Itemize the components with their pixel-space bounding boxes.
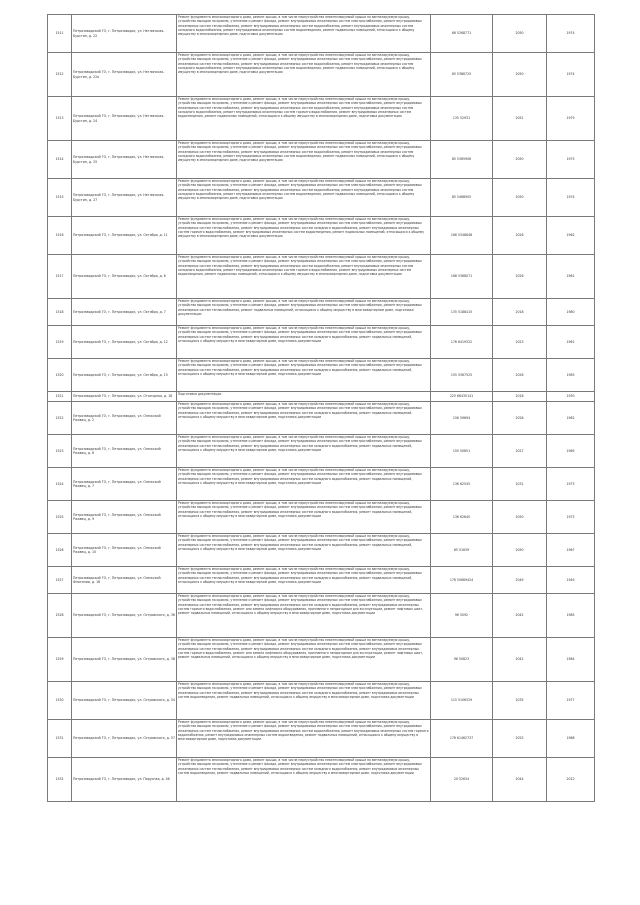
row-number: 1522 [48, 402, 72, 435]
table-row [48, 501, 595, 534]
cost-cell: 85 5365906 [431, 141, 493, 179]
built-year-cell: 1962 [547, 217, 595, 255]
table-row [48, 720, 595, 758]
address-cell: Петрозаводский ГО, г. Петрозаводск, ул. Онежский Ржавец, д. 9 [72, 501, 177, 534]
address-cell: Петрозаводский ГО, г. Петрозаводск, ул. Неглинская-Бурстин, д. 27 [72, 179, 177, 217]
built-year-cell: 1979 [547, 97, 595, 141]
built-year-cell: 1974 [547, 53, 595, 97]
works-cell: Подготовка документации [177, 392, 431, 402]
table-row [48, 141, 595, 179]
works-cell: Ремонт фундамента многоквартирного дома, ремонт крыши, в том числе переустройство невентилируемой крыши на вентилируемую крышу, устройство выходов на кровлю, утепление и ремонт фасада, ремонт внутридомовых инженерных систем электроснабжения, ремонт внутридомовых инженерных систем теплоснабжения, ремонт внутридомовых инженерных систем холодного водоснабжения, ремонт внутридомовых инженерных систем горячего водоснабжения, ремонт или замена лифтового оборудования, признанного непригодным для эксплуатации, ремонт лифтовых шахт, ремонт подвальных помещений, относящихся к общему имуществу в многоквартирном доме, подготовка документации [177, 638, 431, 682]
built-year-cell: 1975 [547, 141, 595, 179]
works-cell: Ремонт фундамента многоквартирного дома, ремонт крыши, в том числе переустройство невентилируемой крыши на вентилируемую крышу, устройство выходов на кровлю, утепление и ремонт фасада, ремонт внутридомовых инженерных систем электроснабжения, ремонт внутридомовых инженерных систем теплоснабжения, ремонт внутридомовых инженерных систем водоснабжения, ремонт внутридомовых инженерных систем горячего водоснабжения, ремонт внутридомовых инженерных систем водоотведения, ремонт подвальных помещений, относящихся к общему имуществу в многоквартирном доме, подготовка документации [177, 720, 431, 758]
works-cell: Ремонт фундамента многоквартирного дома, ремонт крыши, в том числе переустройство невентилируемой крыши на вентилируемую крышу, устройство выходов на кровлю, утепление и ремонт фасада, ремонт внутридомовых инженерных систем электроснабжения, ремонт внутридомовых инженерных систем теплоснабжения, ремонт внутридомовых инженерных систем холодного водоснабжения, ремонт подвальных помещений, относящихся к общему имуществу в многоквартирном доме, подготовка документации [177, 468, 431, 501]
planned-year-cell: 2016 [493, 392, 547, 402]
works-cell: Ремонт фундамента многоквартирного дома, ремонт крыши, в том числе переустройство невентилируемой крыши на вентилируемую крышу, устройство выходов на кровлю, утепление и ремонт фасада, ремонт внутридомовых инженерных систем электроснабжения, ремонт внутридомовых инженерных систем теплоснабжения, ремонт внутридомовых инженерных систем холодного водоснабжения, ремонт внутридомовых инженерных систем горячего водоснабжения, ремонт внутридомовых инженерных систем водоотведения, ремонт подвальных помещений, относящихся к общему имуществу в многоквартирном доме, подготовка документации [177, 217, 431, 255]
works-cell: Ремонт фундамента многоквартирного дома, ремонт крыши, в том числе переустройство невентилируемой крыши на вентилируемую крышу, устройство выходов на кровлю, утепление и ремонт фасада, ремонт внутридомовых инженерных систем электроснабжения, ремонт внутридомовых инженерных систем теплоснабжения, ремонт внутридомовых инженерных систем водоснабжения, ремонт внутридомовых инженерных систем холодного водоснабжения, ремонт внутридомовых инженерных систем горячего водоснабжения, ремонт внутридомовых инженерных систем водоотведения, ремонт подвальных помещений, относящихся к общему имуществу в многоквартирном доме, подготовка документации [177, 255, 431, 299]
built-year-cell: 1984 [547, 638, 595, 682]
built-year-cell: 1980 [547, 299, 595, 326]
works-cell: Ремонт фундамента многоквартирного дома, ремонт крыши, в том числе переустройство невентилируемой крыши на вентилируемую крышу, устройство выходов на кровлю, утепление и ремонт фасада, ремонт внутридомовых инженерных систем электроснабжения, ремонт внутридомовых инженерных систем теплоснабжения, ремонт внутридомовых инженерных систем водоснабжения, ремонт внутридомовых инженерных систем холодного водоснабжения, ремонт внутридомовых инженерных систем водоотведения, ремонт подвальных помещений, относящихся к общему имуществу в многоквартирном доме, подготовка документации [177, 179, 431, 217]
table-row [48, 682, 595, 720]
table-row [48, 15, 595, 53]
planned-year-cell: 2051 [493, 97, 547, 141]
cost-cell: 176 61462737 [431, 720, 493, 758]
address-cell: Петрозаводский ГО, г. Петрозаводск, ул. Неглинская-Бурстин, д. 25 [72, 141, 177, 179]
works-cell: Ремонт фундамента многоквартирного дома, ремонт крыши, в том числе переустройство невентилируемой крыши на вентилируемую крышу, устройство выходов на кровлю, утепление и ремонт фасада, ремонт внутридомовых инженерных систем электроснабжения, ремонт внутридомовых инженерных систем теплоснабжения, ремонт внутридомовых инженерных систем водоснабжения, ремонт внутридомовых инженерных систем холодного водоснабжения, ремонт внутридомовых инженерных систем водоотведения, ремонт подвальных помещений, относящихся к общему имуществу в многоквартирном доме, подготовка документации [177, 53, 431, 97]
row-number: 1513 [48, 97, 72, 141]
built-year-cell: 1949 [547, 567, 595, 594]
row-number: 1520 [48, 359, 72, 392]
address-cell: Петрозаводский ГО, г. Петрозаводск, ул. Октября, д. 6 [72, 255, 177, 299]
cost-cell: 96 5092 [431, 594, 493, 638]
row-number: 1524 [48, 468, 72, 501]
works-cell: Ремонт фундамента многоквартирного дома, ремонт крыши, в том числе переустройство невентилируемой крыши на вентилируемую крышу, устройство выходов на кровлю, утепление и ремонт фасада, ремонт внутридомовых инженерных систем электроснабжения, ремонт внутридомовых инженерных систем теплоснабжения, ремонт внутридомовых инженерных систем холодного водоснабжения, ремонт подвальных помещений, относящихся к общему имуществу в многоквартирном доме, подготовка документации [177, 359, 431, 392]
table-row [48, 534, 595, 567]
built-year-cell: 2012 [547, 758, 595, 802]
address-cell: Петрозаводский ГО, г. Петрозаводск, ул. Островского, д. 36 [72, 594, 177, 638]
table-row [48, 392, 595, 402]
row-number: 1527 [48, 567, 72, 594]
cost-cell: 166 5348648 [431, 217, 493, 255]
planned-year-cell: 2049 [493, 567, 547, 594]
row-number: 1529 [48, 638, 72, 682]
works-cell: Ремонт фундамента многоквартирного дома, ремонт крыши, в том числе переустройство невентилируемой крыши на вентилируемую крышу, устройство выходов на кровлю, утепление и ремонт фасада, ремонт внутридомовых инженерных систем электроснабжения, ремонт внутридомовых инженерных систем теплоснабжения, ремонт внутридомовых инженерных систем холодного водоснабжения, ремонт подвальных помещений, относящихся к общему имуществу в многоквартирном доме, подготовка документации [177, 402, 431, 435]
row-number: 1517 [48, 255, 72, 299]
cost-cell: 155 5367525 [431, 359, 493, 392]
built-year-cell: 1930 [547, 392, 595, 402]
works-cell: Ремонт фундамента многоквартирного дома, ремонт крыши, в том числе переустройство невентилируемой крыши на вентилируемую крышу, устройство выходов на кровлю, утепление и ремонт фасада, ремонт внутридомовых инженерных систем электроснабжения, ремонт внутридомовых инженерных систем теплоснабжения, ремонт внутридомовых инженерных систем холодного водоснабжения, ремонт подвальных помещений, относящихся к общему имуществу в многоквартирном доме, подготовка документации [177, 326, 431, 359]
address-cell: Петрозаводский ГО, г. Петрозаводск, ул. Островского, д. 54 [72, 682, 177, 720]
cost-cell: 136 62640 [431, 501, 493, 534]
row-number: 1519 [48, 326, 72, 359]
cost-cell: 225 66435141 [431, 392, 493, 402]
works-cell: Ремонт фундамента многоквартирного дома, ремонт крыши, в том числе переустройство невентилируемой крыши на вентилируемую крышу, устройство выходов на кровлю, утепление и ремонт фасада, ремонт внутридомовых инженерных систем электроснабжения, ремонт внутридомовых инженерных систем теплоснабжения, ремонт внутридомовых инженерных систем водоснабжения, ремонт внутридомовых инженерных систем холодного водоснабжения, ремонт внутридомовых инженерных систем горячего водоснабжения, ремонт внутридомовых инженерных систем водоотведения, ремонт подвальных помещений, относящихся к общему имуществу в многоквартирном доме, подготовка документации [177, 97, 431, 141]
built-year-cell: 1962 [547, 402, 595, 435]
table-body [48, 15, 595, 802]
address-cell: Петрозаводский ГО, г. Петрозаводск, ул. Онежский Ржавец, д. 2 [72, 402, 177, 435]
cost-cell: 85 51639 [431, 534, 493, 567]
works-cell: Ремонт фундамента многоквартирного дома, ремонт крыши, в том числе переустройство невентилируемой крыши на вентилируемую крышу, устройство выходов на кровлю, утепление и ремонт фасада, ремонт внутридомовых инженерных систем электроснабжения, ремонт внутридомовых инженерных систем теплоснабжения, ремонт внутридомовых инженерных систем холодного водоснабжения, ремонт подвальных помещений, относящихся к общему имуществу в многоквартирном доме, подготовка документации [177, 534, 431, 567]
cost-cell: 65 5386725 [431, 53, 493, 97]
table-row [48, 179, 595, 217]
address-cell: Петрозаводский ГО, г. Петрозаводск, ул. Онежский Ржавец, д. 7 [72, 468, 177, 501]
cost-cell: 66 5268771 [431, 15, 493, 53]
planned-year-cell: 2018 [493, 299, 547, 326]
address-cell: Петрозаводский ГО, г. Петрозаводск, ул. Октября, д. 11 [72, 217, 177, 255]
planned-year-cell: 2050 [493, 15, 547, 53]
cost-cell: 135 5188415 [431, 299, 493, 326]
built-year-cell: 1967 [547, 534, 595, 567]
planned-year-cell: 2026 [493, 402, 547, 435]
planned-year-cell: 2042 [493, 594, 547, 638]
cost-cell: 156 59694 [431, 402, 493, 435]
built-year-cell: 1977 [547, 682, 595, 720]
works-cell: Ремонт фундамента многоквартирного дома, ремонт крыши, в том числе переустройство невентилируемой крыши на вентилируемую крышу, устройство выходов на кровлю, утепление и ремонт фасада, ремонт внутридомовых инженерных систем электроснабжения, ремонт внутридомовых инженерных систем теплоснабжения, ремонт подвальных помещений, относящихся к общему имуществу в многоквартирном доме, подготовка документации [177, 299, 431, 326]
built-year-cell: 1965 [547, 435, 595, 468]
planned-year-cell: 2035 [493, 682, 547, 720]
planned-year-cell: 2023 [493, 326, 547, 359]
planned-year-cell: 2050 [493, 53, 547, 97]
works-cell: Ремонт фундамента многоквартирного дома, ремонт крыши, в том числе переустройство невентилируемой крыши на вентилируемую крышу, устройство выходов на кровлю, утепление и ремонт фасада, ремонт внутридомовых инженерных систем электроснабжения, ремонт внутридомовых инженерных систем теплоснабжения, ремонт внутридомовых инженерных систем водоснабжения, ремонт внутридомовых инженерных систем холодного водоснабжения, ремонт внутридомовых инженерных систем водоотведения, ремонт подвальных помещений, относящихся к общему имуществу в многоквартирном доме, подготовка документации [177, 15, 431, 53]
built-year-cell: 1968 [547, 720, 595, 758]
planned-year-cell: 2050 [493, 534, 547, 567]
planned-year-cell: 2026 [493, 255, 547, 299]
cost-cell: 96 50823 [431, 638, 493, 682]
planned-year-cell: 2025 [493, 720, 547, 758]
table-row [48, 567, 595, 594]
address-cell: Петрозаводский ГО, г. Петрозаводск, ул. Неглинская-Бурстин, д. 22а [72, 53, 177, 97]
row-number: 1518 [48, 299, 72, 326]
table-row [48, 638, 595, 682]
address-cell: Петрозаводский ГО, г. Петрозаводск, ул. Неглинская-Бурстин, д. 24 [72, 97, 177, 141]
address-cell: Петрозаводский ГО, г. Петрозаводск, ул. Онежский Ржавец, д. 6 [72, 435, 177, 468]
built-year-cell: 1985 [547, 594, 595, 638]
table-row [48, 468, 595, 501]
cost-cell: 136 62545 [431, 468, 493, 501]
address-cell: Петрозаводский ГО, г. Петрозаводск, ул. Неглинская-Бурстин, д. 22 [72, 15, 177, 53]
cost-cell: 135 52931 [431, 97, 493, 141]
address-cell: Петрозаводский ГО, г. Петрозаводск, ул. Онежской Флотилии, д. 16 [72, 567, 177, 594]
table-row [48, 97, 595, 141]
row-number: 1530 [48, 682, 72, 720]
table-row [48, 402, 595, 435]
row-number: 1523 [48, 435, 72, 468]
cost-cell: 20 52634 [431, 758, 493, 802]
works-cell: Ремонт фундамента многоквартирного дома, ремонт крыши, в том числе переустройство невентилируемой крыши на вентилируемую крышу, устройство выходов на кровлю, утепление и ремонт фасада, ремонт внутридомовых инженерных систем электроснабжения, ремонт внутридомовых инженерных систем теплоснабжения, ремонт внутридомовых инженерных систем холодного водоснабжения, ремонт подвальных помещений, относящихся к общему имуществу в многоквартирном доме, подготовка документации [177, 567, 431, 594]
table-row [48, 217, 595, 255]
table-row [48, 53, 595, 97]
built-year-cell: 1974 [547, 179, 595, 217]
address-cell: Петрозаводский ГО, г. Петрозаводск, ул. Октября, д. 12 [72, 326, 177, 359]
cost-cell: 176 50669424 [431, 567, 493, 594]
built-year-cell: 1973 [547, 468, 595, 501]
works-cell: Ремонт фундамента многоквартирного дома, ремонт крыши, в том числе переустройство невентилируемой крыши на вентилируемую крышу, устройство выходов на кровлю, утепление и ремонт фасада, ремонт внутридомовых инженерных систем электроснабжения, ремонт внутридомовых инженерных систем теплоснабжения, ремонт внутридомовых инженерных систем холодного водоснабжения, ремонт внутридомовых инженерных систем водоотведения, ремонт подвальных помещений, относящихся к общему имуществу в многоквартирном доме, подготовка документации [177, 682, 431, 720]
table-row [48, 594, 595, 638]
planned-year-cell: 2026 [493, 217, 547, 255]
cost-cell: 168 5368071 [431, 255, 493, 299]
address-cell: Петрозаводский ГО, г. Петрозаводск, ул. Островского, д. 38 [72, 638, 177, 682]
planned-year-cell: 2050 [493, 501, 547, 534]
row-number: 1512 [48, 53, 72, 97]
address-cell: Петрозаводский ГО, г. Петрозаводск, ул. Октября, д. 15 [72, 359, 177, 392]
address-cell: Петрозаводский ГО, г. Петрозаводск, ул. Отъездная, д. 18 [72, 392, 177, 402]
row-number: 1511 [48, 15, 72, 53]
address-cell: Петрозаводский ГО, г. Петрозаводск, ул. Парусная, д. 46 [72, 758, 177, 802]
row-number: 1521 [48, 392, 72, 402]
built-year-cell: 1973 [547, 501, 595, 534]
planned-year-cell: 2050 [493, 141, 547, 179]
planned-year-cell: 2031 [493, 468, 547, 501]
planned-year-cell: 2050 [493, 179, 547, 217]
table-row [48, 326, 595, 359]
row-number: 1526 [48, 534, 72, 567]
works-cell: Ремонт фундамента многоквартирного дома, ремонт крыши, в том числе переустройство невентилируемой крыши на вентилируемую крышу, устройство выходов на кровлю, утепление и ремонт фасада, ремонт внутридомовых инженерных систем электроснабжения, ремонт внутридомовых инженерных систем теплоснабжения, ремонт внутридомовых инженерных систем холодного водоснабжения, ремонт подвальных помещений, относящихся к общему имуществу в многоквартирном доме, подготовка документации [177, 435, 431, 468]
table-row [48, 435, 595, 468]
works-cell: Ремонт фундамента многоквартирного дома, ремонт крыши, в том числе переустройство невентилируемой крыши на вентилируемую крышу, устройство выходов на кровлю, утепление и ремонт фасада, ремонт внутридомовых инженерных систем электроснабжения, ремонт внутридомовых инженерных систем теплоснабжения, ремонт внутридомовых инженерных систем водоснабжения, ремонт внутридомовых инженерных систем холодного водоснабжения, ремонт внутридомовых инженерных систем водоотведения, ремонт подвальных помещений, относящихся к общему имуществу в многоквартирном доме, подготовка документации [177, 141, 431, 179]
address-cell: Петрозаводский ГО, г. Петрозаводск, ул. Онежский Ржавец, д. 10 [72, 534, 177, 567]
built-year-cell: 1961 [547, 255, 595, 299]
row-number: 1515 [48, 179, 72, 217]
cost-cell: 155 50851 [431, 435, 493, 468]
works-cell: Ремонт фундамента многоквартирного дома, ремонт крыши, в том числе переустройство невентилируемой крыши на вентилируемую крышу, устройство выходов на кровлю, утепление и ремонт фасада, ремонт внутридомовых инженерных систем электроснабжения, ремонт внутридомовых инженерных систем теплоснабжения, ремонт внутридомовых инженерных систем холодного водоснабжения, ремонт внутридомовых инженерных систем водоотведения, ремонт подвальных помещений, относящихся к общему имуществу в многоквартирном доме, подготовка документации [177, 758, 431, 802]
row-number: 1531 [48, 720, 72, 758]
cost-cell: 85 5468905 [431, 179, 493, 217]
repair-program-table [47, 14, 595, 802]
address-cell: Петрозаводский ГО, г. Петрозаводск, ул. Островского, д. 57 [72, 720, 177, 758]
document-page [47, 14, 594, 802]
built-year-cell: 1974 [547, 15, 595, 53]
works-cell: Ремонт фундамента многоквартирного дома, ремонт крыши, в том числе переустройство невентилируемой крыши на вентилируемую крышу, устройство выходов на кровлю, утепление и ремонт фасада, ремонт внутридомовых инженерных систем электроснабжения, ремонт внутридомовых инженерных систем теплоснабжения, ремонт внутридомовых инженерных систем холодного водоснабжения, ремонт внутридомовых инженерных систем горячего водоснабжения, ремонт или замена лифтового оборудования, признанного непригодным для эксплуатации, ремонт лифтовых шахт, ремонт подвальных помещений, относящихся к общему имуществу в многоквартирном доме, подготовка документации [177, 594, 431, 638]
built-year-cell: 1963 [547, 359, 595, 392]
table-row [48, 255, 595, 299]
table-row [48, 299, 595, 326]
row-number: 1532 [48, 758, 72, 802]
row-number: 1516 [48, 217, 72, 255]
cost-cell: 176 6419322 [431, 326, 493, 359]
planned-year-cell: 2027 [493, 435, 547, 468]
built-year-cell: 1961 [547, 326, 595, 359]
row-number: 1525 [48, 501, 72, 534]
table-row [48, 359, 595, 392]
row-number: 1528 [48, 594, 72, 638]
works-cell: Ремонт фундамента многоквартирного дома, ремонт крыши, в том числе переустройство невентилируемой крыши на вентилируемую крышу, устройство выходов на кровлю, утепление и ремонт фасада, ремонт внутридомовых инженерных систем электроснабжения, ремонт внутридомовых инженерных систем теплоснабжения, ремонт внутридомовых инженерных систем холодного водоснабжения, ремонт подвальных помещений, относящихся к общему имуществу в многоквартирном доме, подготовка документации [177, 501, 431, 534]
planned-year-cell: 2042 [493, 638, 547, 682]
planned-year-cell: 2044 [493, 758, 547, 802]
row-number: 1514 [48, 141, 72, 179]
address-cell: Петрозаводский ГО, г. Петрозаводск, ул. Октября, д. 7 [72, 299, 177, 326]
planned-year-cell: 2026 [493, 359, 547, 392]
table-row [48, 758, 595, 802]
cost-cell: 115 5106329 [431, 682, 493, 720]
